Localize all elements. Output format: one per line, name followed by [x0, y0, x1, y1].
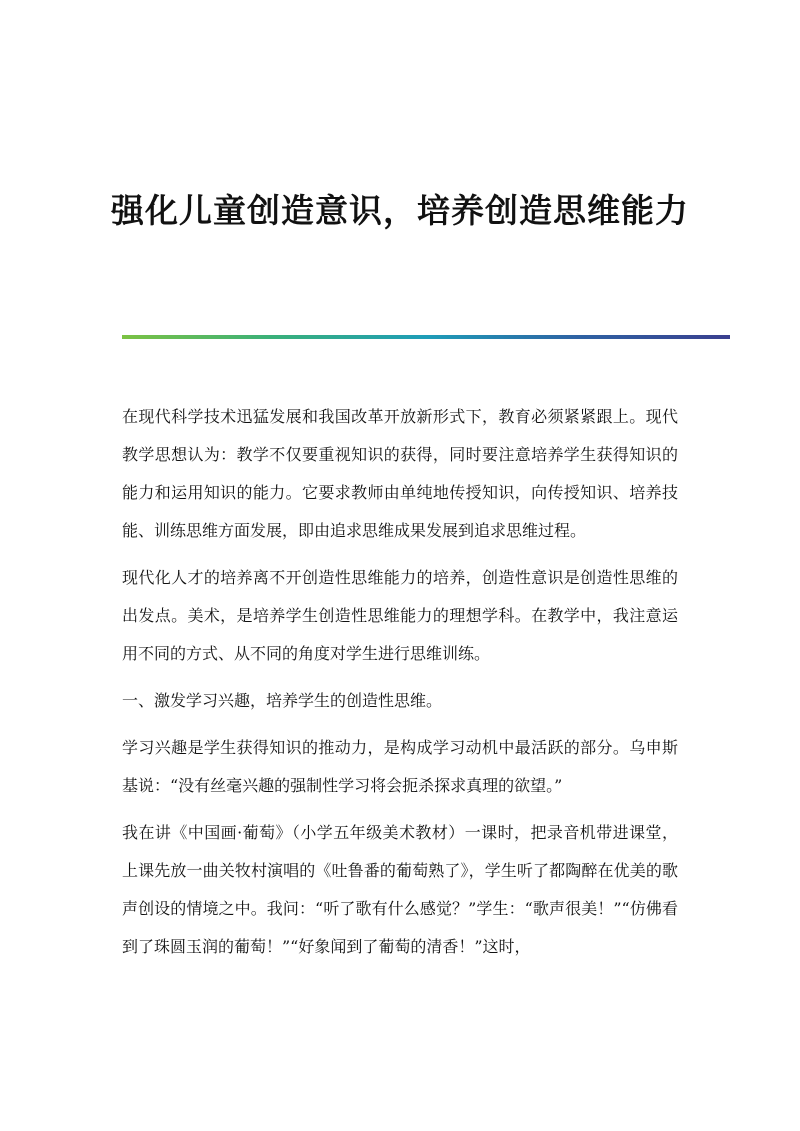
section-heading: 一、激发学习兴趣，培养学生的创造性思维。	[122, 691, 443, 710]
paragraph-interest: 学习兴趣是学生获得知识的推动力，是构成学习动机中最活跃的部分。乌申斯基说：“没有丝毫兴趣的强制性学习将会扼杀探求真理的欲望。”	[122, 738, 678, 795]
document-body	[122, 398, 678, 975]
title-divider	[122, 335, 730, 339]
paragraph-example: 我在讲《中国画·葡萄》（小学五年级美术教材）一课时，把录音机带进课堂，上课先放一曲关牧村演唱的《吐鲁番的葡萄熟了》，学生听了都陶醉在优美的歌声创设的情境之中。我问：“听了歌有什么感觉？”学生：“歌声很美！”“仿佛看到了珠圆玉润的葡萄！”“好象闻到了葡萄的清香！”这时，	[122, 823, 678, 956]
paragraph-creative-thinking: 现代化人才的培养离不开创造性思维能力的培养，创造性意识是创造性思维的出发点。美术，是培养学生创造性思维能力的理想学科。在教学中，我注意运用不同的方式、从不同的角度对学生进行思维训练。	[122, 568, 678, 663]
paragraph-intro: 在现代科学技术迅猛发展和我国改革开放新形式下，教育必须紧紧跟上。现代教学思想认为：教学不仅要重视知识的获得，同时要注意培养学生获得知识的能力和运用知识的能力。它要求教师由单纯地传授知识，向传授知识、培养技能、训练思维方面发展，即由追求思维成果发展到追求思维过程。	[122, 407, 678, 540]
document-title: 强化儿童创造意识，培养创造思维能力	[111, 191, 689, 230]
